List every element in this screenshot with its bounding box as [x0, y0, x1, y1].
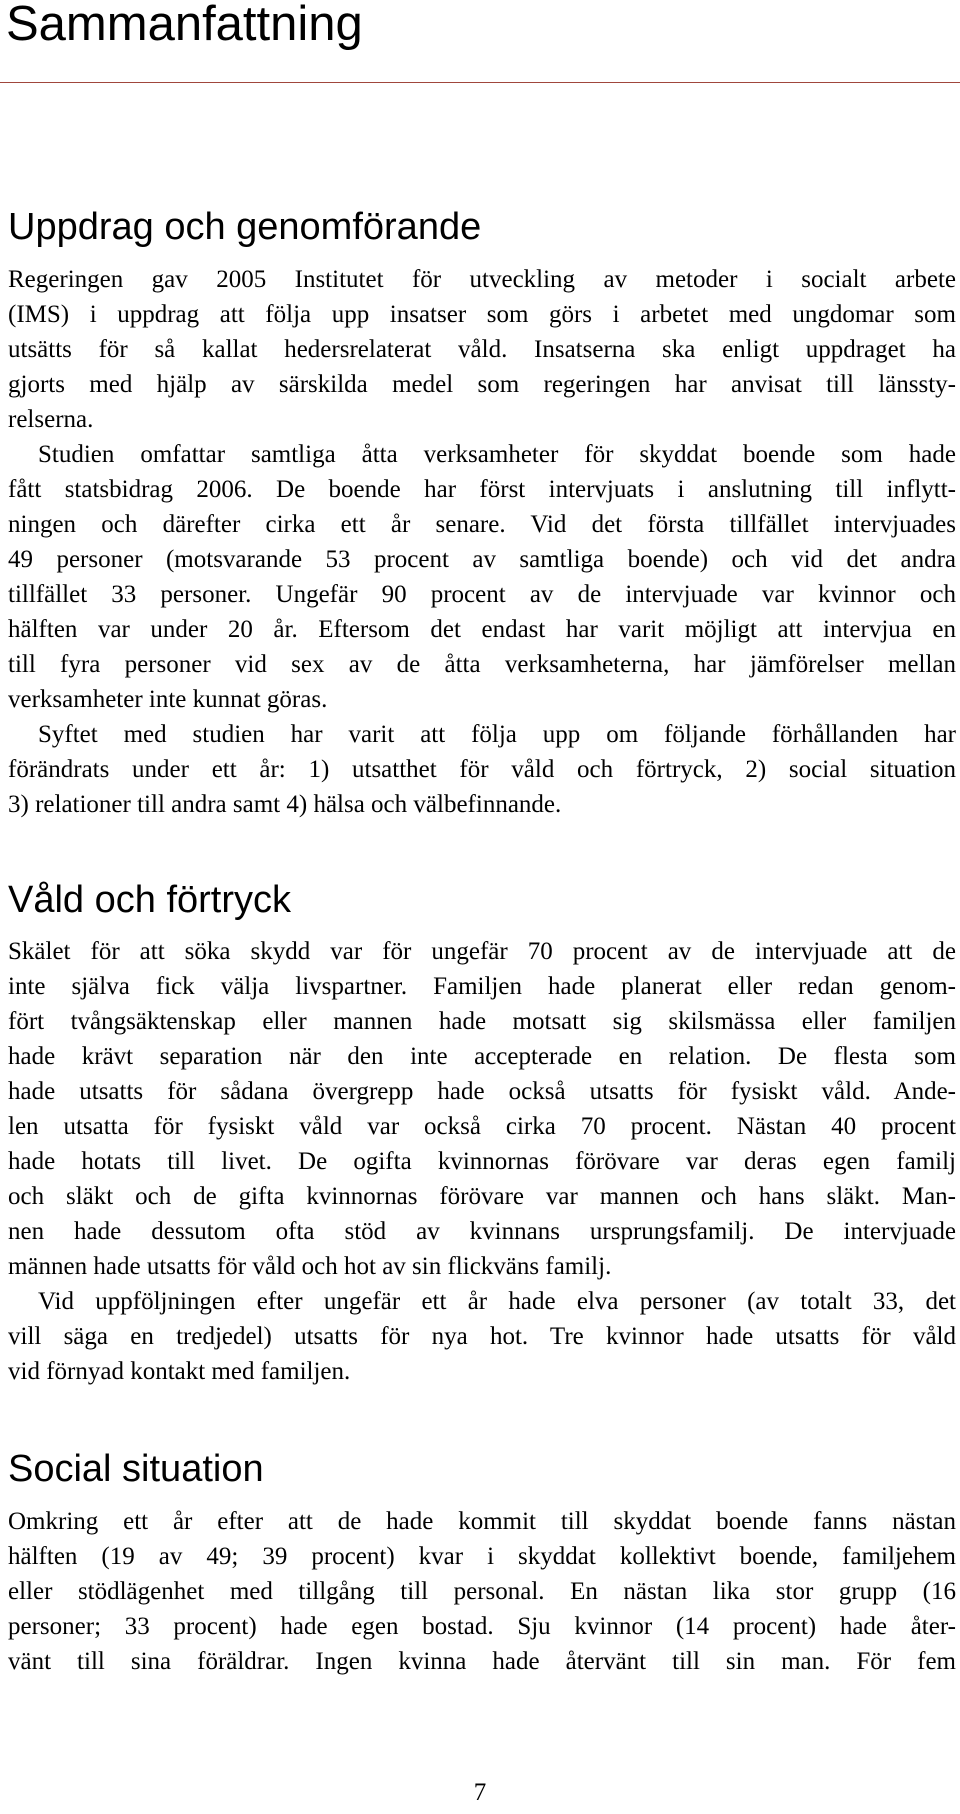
text-line: utsätts för så kallat hedersrelaterat våld. Insatserna ska enligt uppdraget ha	[8, 336, 956, 363]
text-line: Regeringen gav 2005 Institutet för utveckling av metoder i socialt arbete	[8, 266, 956, 293]
text-line: personer; 33 procent) hade egen bostad. Sju kvinnor (14 procent) hade åter-	[8, 1613, 956, 1640]
text-line: ningen och därefter cirka ett år senare. Vid det första tillfället intervjuades	[8, 511, 956, 538]
section-body-vald	[8, 934, 956, 1389]
section-heading-vald: Våld och förtryck	[8, 879, 291, 921]
text-line: eller stödlägenhet med tillgång till personal. En nästan lika stor grupp (16	[8, 1578, 956, 1605]
section-heading-social: Social situation	[8, 1448, 264, 1490]
text-line: fått statsbidrag 2006. De boende har först intervjuats i anslutning till inflytt-	[8, 476, 956, 503]
text-line: hade krävt separation när den inte accepterade en relation. De flesta som	[8, 1043, 956, 1070]
text-line: relserna.	[8, 406, 94, 433]
text-line: förändrats under ett år: 1) utsatthet för våld och förtryck, 2) social situation	[8, 756, 956, 783]
text-line: hälften var under 20 år. Eftersom det endast har varit möjligt att intervjua en	[8, 616, 956, 643]
section-body-uppdrag	[8, 262, 956, 822]
text-line: hälften (19 av 49; 39 procent) kvar i skyddat kollektivt boende, familjehem	[8, 1543, 956, 1570]
text-line: (IMS) i uppdrag att följa upp insatser som görs i arbetet med ungdomar som	[8, 301, 956, 328]
section-heading-uppdrag: Uppdrag och genomförande	[8, 206, 482, 248]
text-line: Skälet för att söka skydd var för ungefär 70 procent av de intervjuade att de	[8, 938, 956, 965]
text-line: Omkring ett år efter att de hade kommit till skyddat boende fanns nästan	[8, 1508, 956, 1535]
section-body-social	[8, 1504, 956, 1679]
text-line: nen hade dessutom ofta stöd av kvinnans ursprungsfamilj. De intervjuade	[8, 1218, 956, 1245]
text-line: verksamheter inte kunnat göras.	[8, 686, 328, 713]
text-line: len utsatta för fysiskt våld var också cirka 70 procent. Nästan 40 procent	[8, 1113, 956, 1140]
text-line: vänt till sina föräldrar. Ingen kvinna hade återvänt till sin man. För fem	[8, 1648, 956, 1675]
text-line: hade utsatts för sådana övergrepp hade också utsatts för fysiskt våld. Ande-	[8, 1078, 956, 1105]
text-line: vill säga en tredjedel) utsatts för nya hot. Tre kvinnor hade utsatts för våld	[8, 1323, 956, 1350]
title-divider	[0, 82, 960, 83]
text-line: och släkt och de gifta kvinnornas förövare var mannen och hans släkt. Man-	[8, 1183, 956, 1210]
text-line: Studien omfattar samtliga åtta verksamheter för skyddat boende som hade	[38, 441, 956, 468]
text-line: hade hotats till livet. De ogifta kvinnornas förövare var deras egen familj	[8, 1148, 956, 1175]
text-line: vid förnyad kontakt med familjen.	[8, 1358, 351, 1385]
text-line: 49 personer (motsvarande 53 procent av samtliga boende) och vid det andra	[8, 546, 956, 573]
text-line: Syftet med studien har varit att följa upp om följande förhållanden har	[38, 721, 956, 748]
text-line: 3) relationer till andra samt 4) hälsa och välbefinnande.	[8, 791, 562, 818]
text-line: gjorts med hjälp av särskilda medel som regeringen har anvisat till länssty-	[8, 371, 956, 398]
text-line: inte själva fick välja livspartner. Familjen hade planerat eller redan genom-	[8, 973, 956, 1000]
text-line: Vid uppföljningen efter ungefär ett år hade elva personer (av totalt 33, det	[38, 1288, 956, 1315]
text-line: männen hade utsatts för våld och hot av sin flickväns familj.	[8, 1253, 612, 1280]
text-line: till fyra personer vid sex av de åtta verksamheterna, har jämförelser mellan	[8, 651, 956, 678]
page-title: Sammanfattning	[6, 0, 363, 51]
text-line: tillfället 33 personer. Ungefär 90 procent av de intervjuade var kvinnor och	[8, 581, 956, 608]
text-line: fört tvångsäktenskap eller mannen hade motsatt sig skilsmässa eller familjen	[8, 1008, 956, 1035]
page-number: 7	[473, 1779, 487, 1806]
